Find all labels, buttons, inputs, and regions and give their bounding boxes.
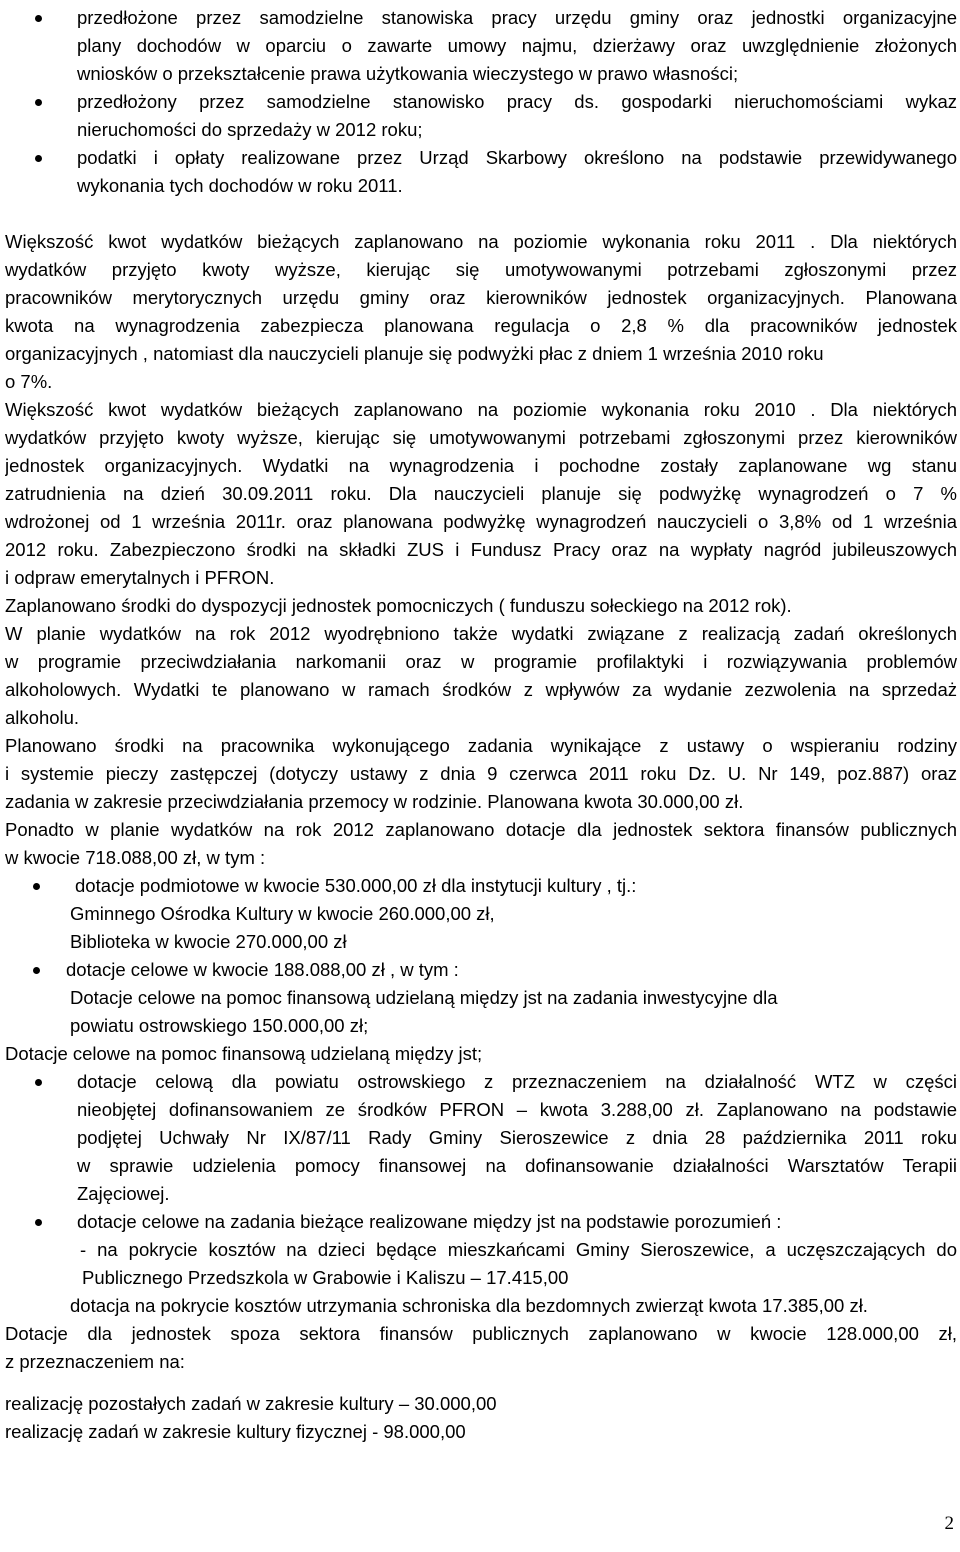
text-line: o 7%. xyxy=(5,371,53,392)
text-line: przedłożone przez samodzielne stanowiska pracy urzędu gminy oraz jednostki organizacyjne xyxy=(77,7,957,28)
text-line: podjętej Uchwały Nr IX/87/11 Rady Gminy Sieroszewice z dnia 28 października 2011 roku xyxy=(77,1127,957,1148)
text-line: i odpraw emerytalnych i PFRON. xyxy=(5,567,275,588)
text-line: Biblioteka w kwocie 270.000,00 zł xyxy=(70,931,347,952)
text-line: z przeznaczeniem na: xyxy=(5,1351,185,1372)
text-line: dotacje podmiotowe w kwocie 530.000,00 zł dla instytucji kultury , tj.: xyxy=(75,875,637,896)
text-line: dotacje celowe na zadania bieżące realizowane między jst na podstawie porozumień : xyxy=(77,1211,782,1232)
text-line: Ponadto w planie wydatków na rok 2012 zaplanowano dotacje dla jednostek sektora finansów publicznych xyxy=(5,819,957,840)
text-line: zatrudnienia na dzień 30.09.2011 roku. Dla nauczycieli planuje się podwyżkę wynagrodzeń o 7 % xyxy=(5,483,957,504)
text-line: dotacje celowe w kwocie 188.088,00 zł , w tym : xyxy=(66,959,459,980)
text-line: w sprawie udzielenia pomocy finansowej na dofinansowanie działalności Warsztatów Terapii xyxy=(77,1155,957,1176)
text-line: pracowników merytorycznych urzędu gminy oraz kierowników jednostek organizacyjnych. Planowana xyxy=(5,287,957,308)
text-line: organizacyjnych , natomiast dla nauczycieli planuje się podwyżki płac z dniem 1 września 2010 roku xyxy=(5,343,824,364)
text-line: Gminnego Ośrodka Kultury w kwocie 260.000,00 zł, xyxy=(70,903,495,924)
text-line: 2012 roku. Zabezpieczono środki na składki ZUS i Fundusz Pracy oraz na wypłaty nagród jubileuszowych xyxy=(5,539,957,560)
bullet-icon xyxy=(35,15,42,22)
text-line: powiatu ostrowskiego 150.000,00 zł; xyxy=(70,1015,369,1036)
text-line: alkoholowych. Wydatki te planowano w ramach środków z wpływów za wydanie zezwolenia na sprzedaż xyxy=(5,679,957,700)
bullet-icon xyxy=(35,99,42,106)
text-line: wykonania tych dochodów w roku 2011. xyxy=(77,175,403,196)
bullet-icon xyxy=(33,883,40,890)
text-line: Planowano środki na pracownika wykonującego zadania wynikające z ustawy o wspieraniu rodziny xyxy=(5,735,957,756)
text-line: podatki i opłaty realizowane przez Urząd Skarbowy określono na podstawie przewidywanego xyxy=(77,147,957,168)
text-line: wydatków przyjęto kwoty wyższe, kierując się umotywowanymi potrzebami zgłoszonymi przez kierowników xyxy=(5,427,957,448)
text-line: plany dochodów w oparciu o zawarte umowy najmu, dzierżawy oraz uwzględnienie złożonych xyxy=(77,35,957,56)
text-line: wniosków o przekształcenie prawa użytkowania wieczystego w prawo własności; xyxy=(77,63,739,84)
text-line: wydatków przyjęto kwoty wyższe, kierując się umotywowanymi potrzebami zgłoszonymi przez xyxy=(5,259,957,280)
text-line: jednostek organizacyjnych. Wydatki na wynagrodzenia i pochodne zostały zaplanowane wg stanu xyxy=(5,455,957,476)
text-line: dotacje celową dla powiatu ostrowskiego z przeznaczeniem na działalność WTZ w części xyxy=(77,1071,957,1092)
text-line: Dotacje celowe na pomoc finansową udzielaną między jst; xyxy=(5,1043,483,1064)
text-line: w programie przeciwdziałania narkomanii oraz w programie profilaktyki i rozwiązywania problemów xyxy=(5,651,957,672)
text-line: Zaplanowano środki do dyspozycji jednostek pomocniczych ( funduszu sołeckiego na 2012 rok). xyxy=(5,595,792,616)
text-line: W planie wydatków na rok 2012 wyodrębniono także wydatki związane z realizacją zadań określonych xyxy=(5,623,957,644)
bullet-icon xyxy=(35,155,42,162)
text-line: nieruchomości do sprzedaży w 2012 roku; xyxy=(77,119,423,140)
bullet-icon xyxy=(35,1079,42,1086)
text-line: kwota na wynagrodzenia zabezpiecza planowana regulacja o 2,8 % dla pracowników jednostek xyxy=(5,315,957,336)
text-line: i systemie pieczy zastępczej (dotyczy ustawy z dnia 9 czerwca 2011 roku Dz. U. Nr 149, poz.887) oraz xyxy=(5,763,957,784)
text-line: Dotacje dla jednostek spoza sektora finansów publicznych zaplanowano w kwocie 128.000,00 zł, xyxy=(5,1323,957,1344)
bullet-icon xyxy=(35,1219,42,1226)
text-line: alkoholu. xyxy=(5,707,80,728)
text-line: Publicznego Przedszkola w Grabowie i Kaliszu – 17.415,00 xyxy=(82,1267,569,1288)
text-line: w kwocie 718.088,00 zł, w tym : xyxy=(5,847,266,868)
text-line: Większość kwot wydatków bieżących zaplanowano na poziomie wykonania roku 2010 . Dla niektórych xyxy=(5,399,957,420)
text-line: przedłożony przez samodzielne stanowisko pracy ds. gospodarki nieruchomościami wykaz xyxy=(77,91,957,112)
bullet-icon xyxy=(33,967,40,974)
text-line: realizację zadań w zakresie kultury fizycznej - 98.000,00 xyxy=(5,1421,466,1442)
text-line: wdrożonej od 1 września 2011r. oraz planowana podwyżkę wynagrodzeń nauczycieli o 3,8% od 1 września xyxy=(5,511,957,532)
text-line: zadania w zakresie przeciwdziałania przemocy w rodzinie. Planowana kwota 30.000,00 zł. xyxy=(5,791,744,812)
page-number: 2 xyxy=(944,1513,954,1534)
text-line: realizację pozostałych zadań w zakresie kultury – 30.000,00 xyxy=(5,1393,497,1414)
text-line: Dotacje celowe na pomoc finansową udzielaną między jst na zadania inwestycyjne dla xyxy=(70,987,778,1008)
text-line: dotacja na pokrycie kosztów utrzymania schroniska dla bezdomnych zwierząt kwota 17.385,00 zł. xyxy=(70,1295,868,1316)
text-line: Większość kwot wydatków bieżących zaplanowano na poziomie wykonania roku 2011 . Dla niektórych xyxy=(5,231,957,252)
text-line: - na pokrycie kosztów na dzieci będące mieszkańcami Gminy Sieroszewice, a uczęszczających do xyxy=(80,1239,957,1260)
text-line: Zajęciowej. xyxy=(77,1183,170,1204)
text-line: nieobjętej dofinansowaniem ze środków PFRON – kwota 3.288,00 zł. Zaplanowano na podstawie xyxy=(77,1099,957,1120)
